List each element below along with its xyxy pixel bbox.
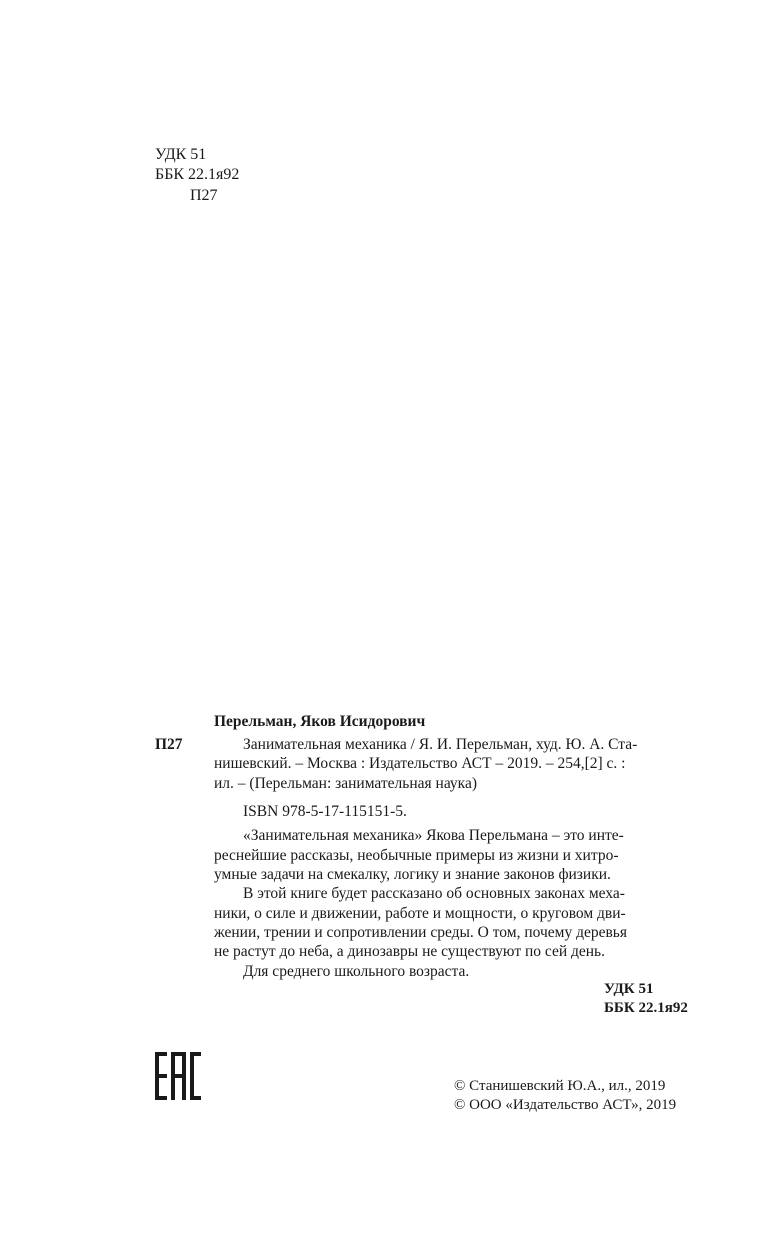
eac-mark-icon (155, 1052, 201, 1100)
annotation-line-2: реснейшие рассказы, необычные примеры из жизни и хитро- (214, 847, 619, 864)
annotation-line-5: ники, о силе и движении, работе и мощности, о круговом дви- (214, 905, 626, 922)
copyright-line-1: © Станишевский Ю.А., ил., 2019 (454, 1078, 666, 1094)
annotation-line-1: «Занимательная механика» Якова Перельмана – это инте- (243, 827, 624, 844)
annotation-line-6: жении, трении и сопротивлении среды. О том, почему деревья (214, 924, 627, 941)
card-udk: УДК 51 (604, 981, 654, 997)
biblio-line-2: нишевский. – Москва : Издательство АСТ – 2019. – 254,[2] с. : (214, 755, 626, 772)
biblio-line-1: Занимательная механика / Я. И. Перельман, худ. Ю. А. Ста- (243, 736, 638, 753)
isbn: ISBN 978-5-17-115151-5. (243, 803, 407, 820)
biblio-line-3: ил. – (Перельман: занимательная наука) (214, 775, 478, 792)
card-bbk: ББК 22.1я92 (604, 1000, 688, 1016)
top-author-sign: П27 (190, 187, 218, 204)
annotation-line-7: не растут до неба, а динозавры не существуют по сей день. (214, 943, 606, 960)
annotation-line-4: В этой книге будет рассказано об основных законах меха- (243, 885, 625, 902)
annotation-line-3: умные задачи на смекалку, логику и знание законов физики. (214, 866, 611, 883)
top-udk: УДК 51 (155, 146, 207, 163)
copyright-line-2: © ООО «Издательство АСТ», 2019 (454, 1097, 677, 1113)
annotation-line-8: Для среднего школьного возраста. (243, 963, 470, 980)
card-author-heading: Перельман, Яков Исидорович (214, 713, 426, 730)
top-bbk: ББК 22.1я92 (155, 166, 240, 183)
card-author-sign: П27 (155, 736, 183, 753)
